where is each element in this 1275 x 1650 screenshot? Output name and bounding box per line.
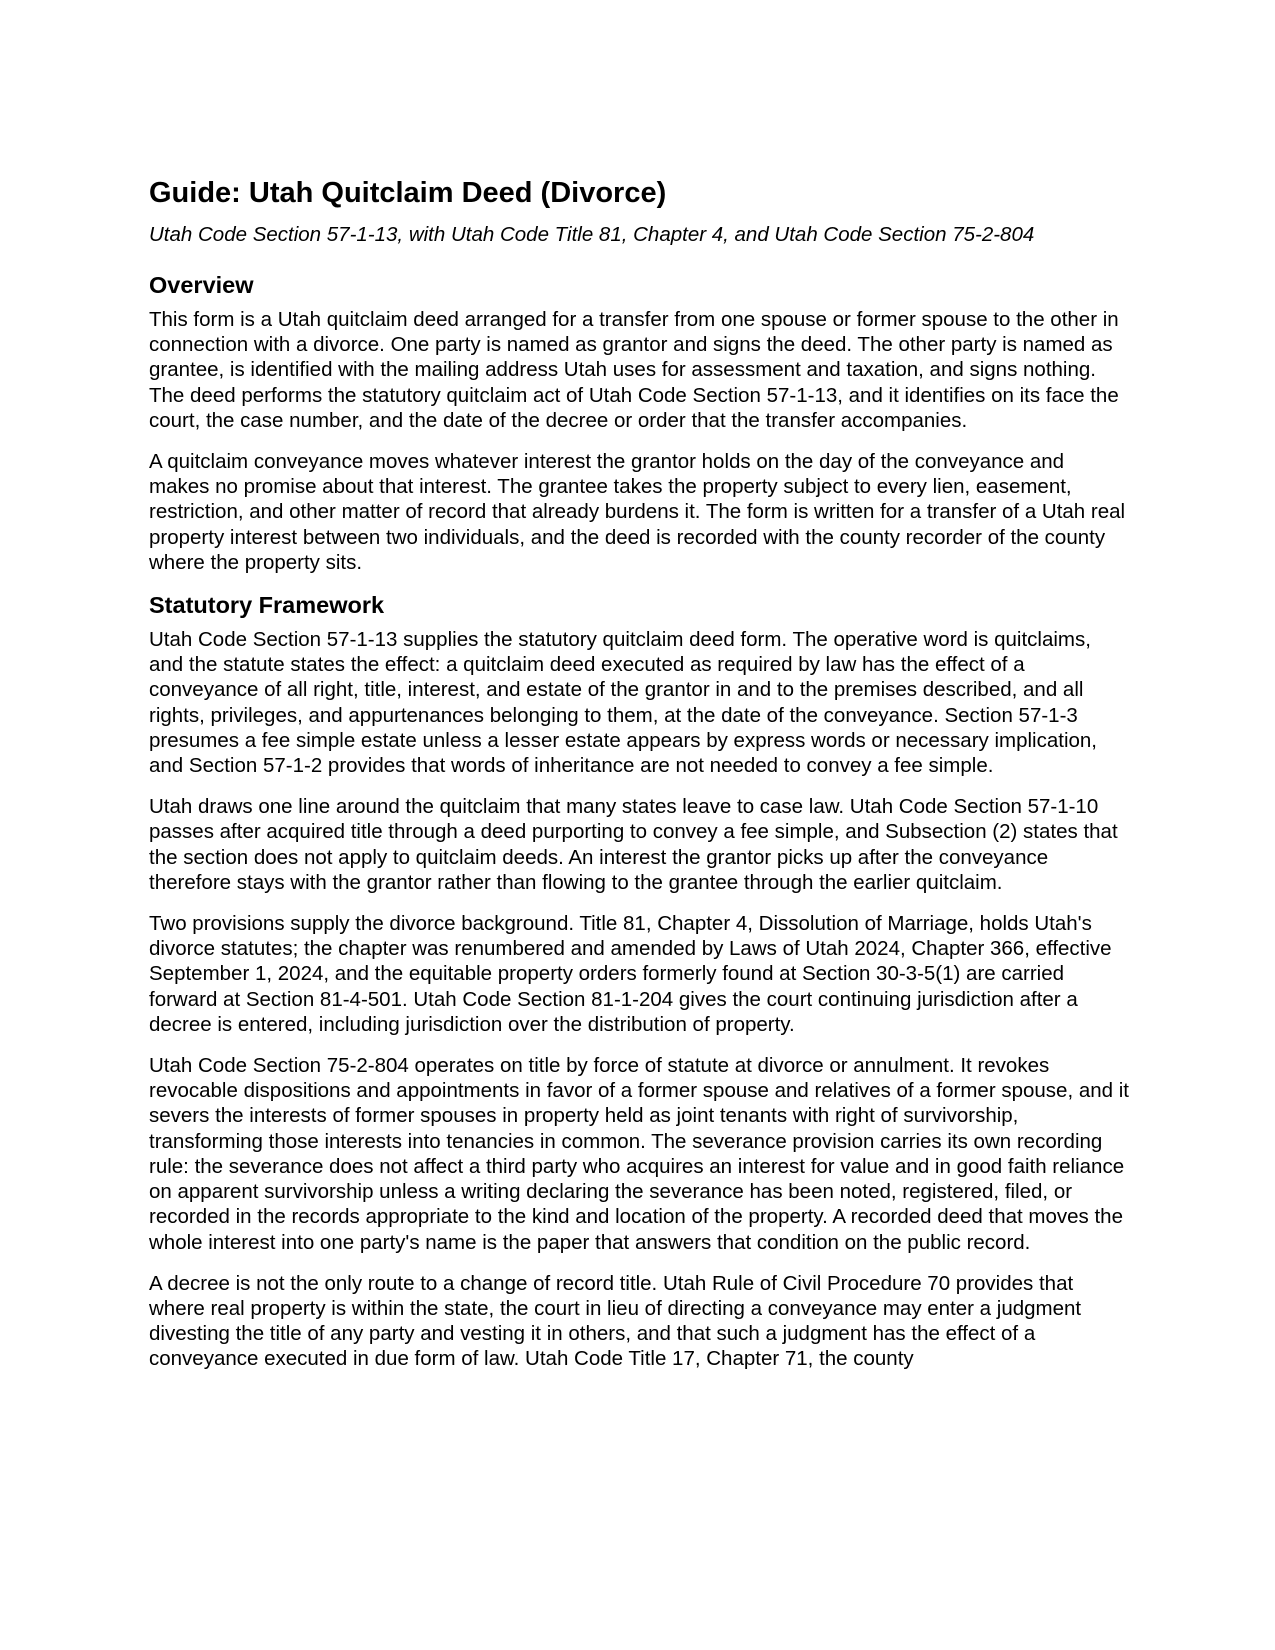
document-title: Guide: Utah Quitclaim Deed (Divorce) xyxy=(149,177,667,209)
section-overview xyxy=(149,271,1129,575)
paragraph: A quitclaim conveyance moves whatever interest the grantor holds on the day of the conveyance and makes no promise about that interest. The grantee takes the property subject to every lien, easement, restriction, and other matter of record that already burdens it. The form is written for a transfer of a Utah real property interest between two individuals, and the deed is recorded with the county recorder of the county where the property sits. xyxy=(149,450,1126,574)
paragraph: Two provisions supply the divorce background. Title 81, Chapter 4, Dissolution of Marriage, holds Utah's divorce statutes; the chapter was renumbered and amended by Laws of Utah 2024, Chapter 366, effective September 1, 2024, and the equitable property orders formerly found at Section 30-3-5(1) are carried forward at Section 81-4-501. Utah Code Section 81-1-204 gives the court continuing jurisdiction after a decree is entered, including jurisdiction over the distribution of property. xyxy=(149,912,1112,1036)
paragraph: This form is a Utah quitclaim deed arranged for a transfer from one spouse or former spouse to the other in connection with a divorce. One party is named as grantor and signs the deed. The other party is named as grantee, is identified with the mailing address Utah uses for assessment and taxation, and signs nothing. The deed performs the statutory quitclaim act of Utah Code Section 57-1-13, and it identifies on its face the court, the case number, and the date of the decree or order that the transfer accompanies. xyxy=(149,308,1119,432)
paragraph: Utah Code Section 75-2-804 operates on title by force of statute at divorce or annulment. It revokes revocable dispositions and appointments in favor of a former spouse and relatives of a former spouse, and it severs the interests of former spouses in property held as joint tenants with right of survivorship, transforming those interests into tenancies in common. The severance provision carries its own recording rule: the severance does not affect a third party who acquires an interest for value and in good faith reliance on apparent survivorship unless a writing declaring the severance has been noted, registered, filed, or recorded in the records appropriate to the kind and location of the property. A recorded deed that moves the whole interest into one party's name is the paper that answers that condition on the public record. xyxy=(149,1054,1129,1254)
section-heading: Overview xyxy=(149,272,254,298)
paragraph: Utah Code Section 57-1-13 supplies the statutory quitclaim deed form. The operative word is quitclaims, and the statute states the effect: a quitclaim deed executed as required by law has the effect of a conveyance of all right, title, interest, and estate of the grantor in and to the premises described, and all rights, privileges, and appurtenances belonging to them, at the date of the conveyance. Section 57-1-3 presumes a fee simple estate unless a lesser estate appears by express words or necessary implication, and Section 57-1-2 provides that words of inheritance are not needed to convey a fee simple. xyxy=(149,628,1098,778)
paragraph: Utah draws one line around the quitclaim that many states leave to case law. Utah Code Section 57-1-10 passes after acquired title through a deed purporting to convey a fee simple, and Subsection (2) states that the section does not apply to quitclaim deeds. An interest the grantor picks up after the conveyance therefore stays with the grantor rather than flowing to the grantee through the earlier quitclaim. xyxy=(149,795,1118,894)
document-subtitle: Utah Code Section 57-1-13, with Utah Code Title 81, Chapter 4, and Utah Code Section 75-2-804 xyxy=(149,223,1035,246)
section-statutory-framework xyxy=(149,591,1129,1371)
document-page xyxy=(149,176,1129,1388)
section-heading: Statutory Framework xyxy=(149,592,385,619)
paragraph: A decree is not the only route to a change of record title. Utah Rule of Civil Procedure 70 provides that where real property is within the state, the court in lieu of directing a conveyance may enter a judgment divesting the title of any party and vesting it in others, and that such a judgment has the effect of a conveyance executed in due form of law. Utah Code Title 17, Chapter 71, the county xyxy=(149,1271,1082,1371)
